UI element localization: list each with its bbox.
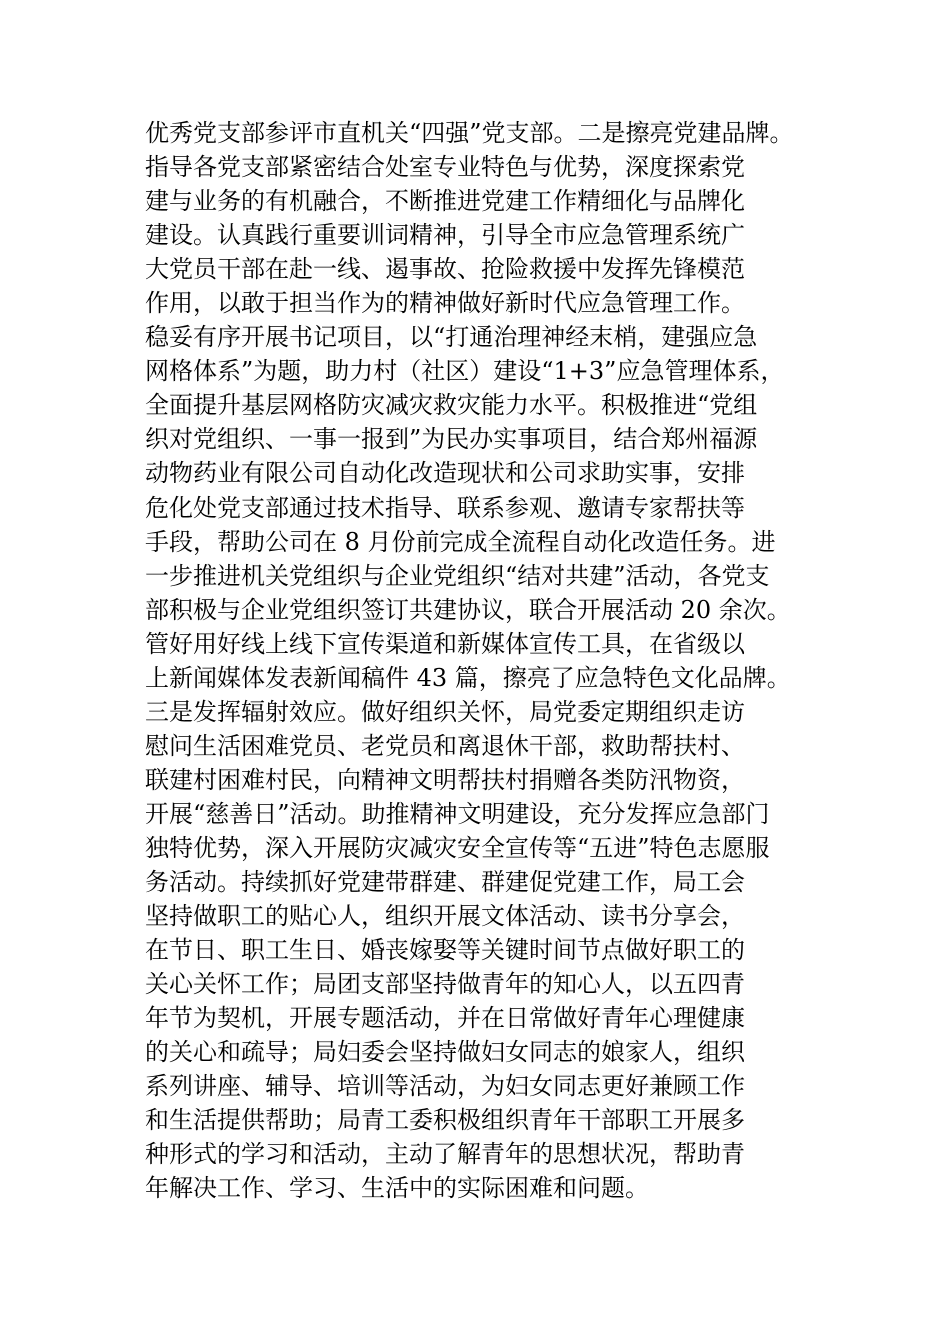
text-line: 联建村困难村民，向精神文明帮扶村捐赠各类防汛物资， bbox=[145, 765, 745, 794]
text-line: 务活动。持续抓好党建带群建、群建促党建工作，局工会 bbox=[145, 868, 745, 897]
text-line: 三是发挥辐射效应。做好组织关怀，局党委定期组织走访 bbox=[145, 697, 745, 726]
text-line: 的关心和疏导；局妇委会坚持做妇女同志的娘家人，组织 bbox=[145, 1038, 745, 1067]
text-line: 种形式的学习和活动，主动了解青年的思想状况，帮助青 bbox=[145, 1140, 745, 1169]
text-line: 建设。认真践行重要训词精神，引导全市应急管理系统广 bbox=[145, 221, 745, 250]
text-line: 建与业务的有机融合，不断推进党建工作精细化与品牌化 bbox=[145, 187, 745, 216]
text-line: 开展“慈善日”活动。助推精神文明建设，充分发挥应急部门 bbox=[145, 799, 770, 828]
text-line: 部积极与企业党组织签订共建协议，联合开展活动 20 余次。 bbox=[145, 595, 791, 624]
text-line: 关心关怀工作；局团支部坚持做青年的知心人，以五四青 bbox=[145, 970, 745, 999]
text-line: 系列讲座、辅导、培训等活动，为妇女同志更好兼顾工作 bbox=[145, 1072, 745, 1101]
text-line: 手段，帮助公司在 8 月份前完成全流程自动化改造任务。进 bbox=[145, 527, 776, 556]
text-line: 动物药业有限公司自动化改造现状和公司求助实事，安排 bbox=[145, 459, 745, 488]
text-line: 稳妥有序开展书记项目，以“打通治理神经末梢，建强应急 bbox=[145, 323, 758, 352]
text-line: 全面提升基层网格防灾减灾救灾能力水平。积极推进“党组 bbox=[145, 391, 758, 420]
text-line: 一步推进机关党组织与企业党组织“结对共建”活动，各党支 bbox=[145, 561, 770, 590]
text-line: 危化处党支部通过技术指导、联系参观、邀请专家帮扶等 bbox=[145, 493, 745, 522]
text-line: 慰问生活困难党员、老党员和离退休干部，救助帮扶村、 bbox=[145, 731, 745, 760]
text-line: 优秀党支部参评市直机关“四强”党支部。二是擦亮党建品牌。 bbox=[145, 119, 794, 147]
text-line: 坚持做职工的贴心人，组织开展文体活动、读书分享会， bbox=[145, 902, 745, 931]
text-line: 独特优势，深入开展防灾减灾安全宣传等“五进”特色志愿服 bbox=[145, 833, 770, 862]
text-line: 网格体系”为题，助力村（社区）建设“1+3”应急管理体系， bbox=[145, 357, 785, 386]
text-line: 年解决工作、学习、生活中的实际困难和问题。 bbox=[145, 1174, 649, 1203]
text-line: 和生活提供帮助；局青工委积极组织青年干部职工开展多 bbox=[145, 1106, 745, 1135]
text-line: 指导各党支部紧密结合处室专业特色与优势，深度探索党 bbox=[145, 153, 745, 182]
text-line: 织对党组织、一事一报到”为民办实事项目，结合郑州福源 bbox=[145, 425, 758, 454]
text-line: 在节日、职工生日、婚丧嫁娶等关键时间节点做好职工的 bbox=[145, 936, 745, 965]
text-line: 年节为契机，开展专题活动，并在日常做好青年心理健康 bbox=[145, 1004, 745, 1033]
body-paragraph bbox=[145, 116, 825, 1206]
text-line: 管好用好线上线下宣传渠道和新媒体宣传工具，在省级以 bbox=[145, 629, 745, 658]
text-line: 作用，以敢于担当作为的精神做好新时代应急管理工作。 bbox=[145, 289, 745, 318]
text-line: 大党员干部在赴一线、遏事故、抢险救援中发挥先锋模范 bbox=[145, 255, 745, 284]
text-line: 上新闻媒体发表新闻稿件 43 篇，擦亮了应急特色文化品牌。 bbox=[145, 663, 791, 692]
